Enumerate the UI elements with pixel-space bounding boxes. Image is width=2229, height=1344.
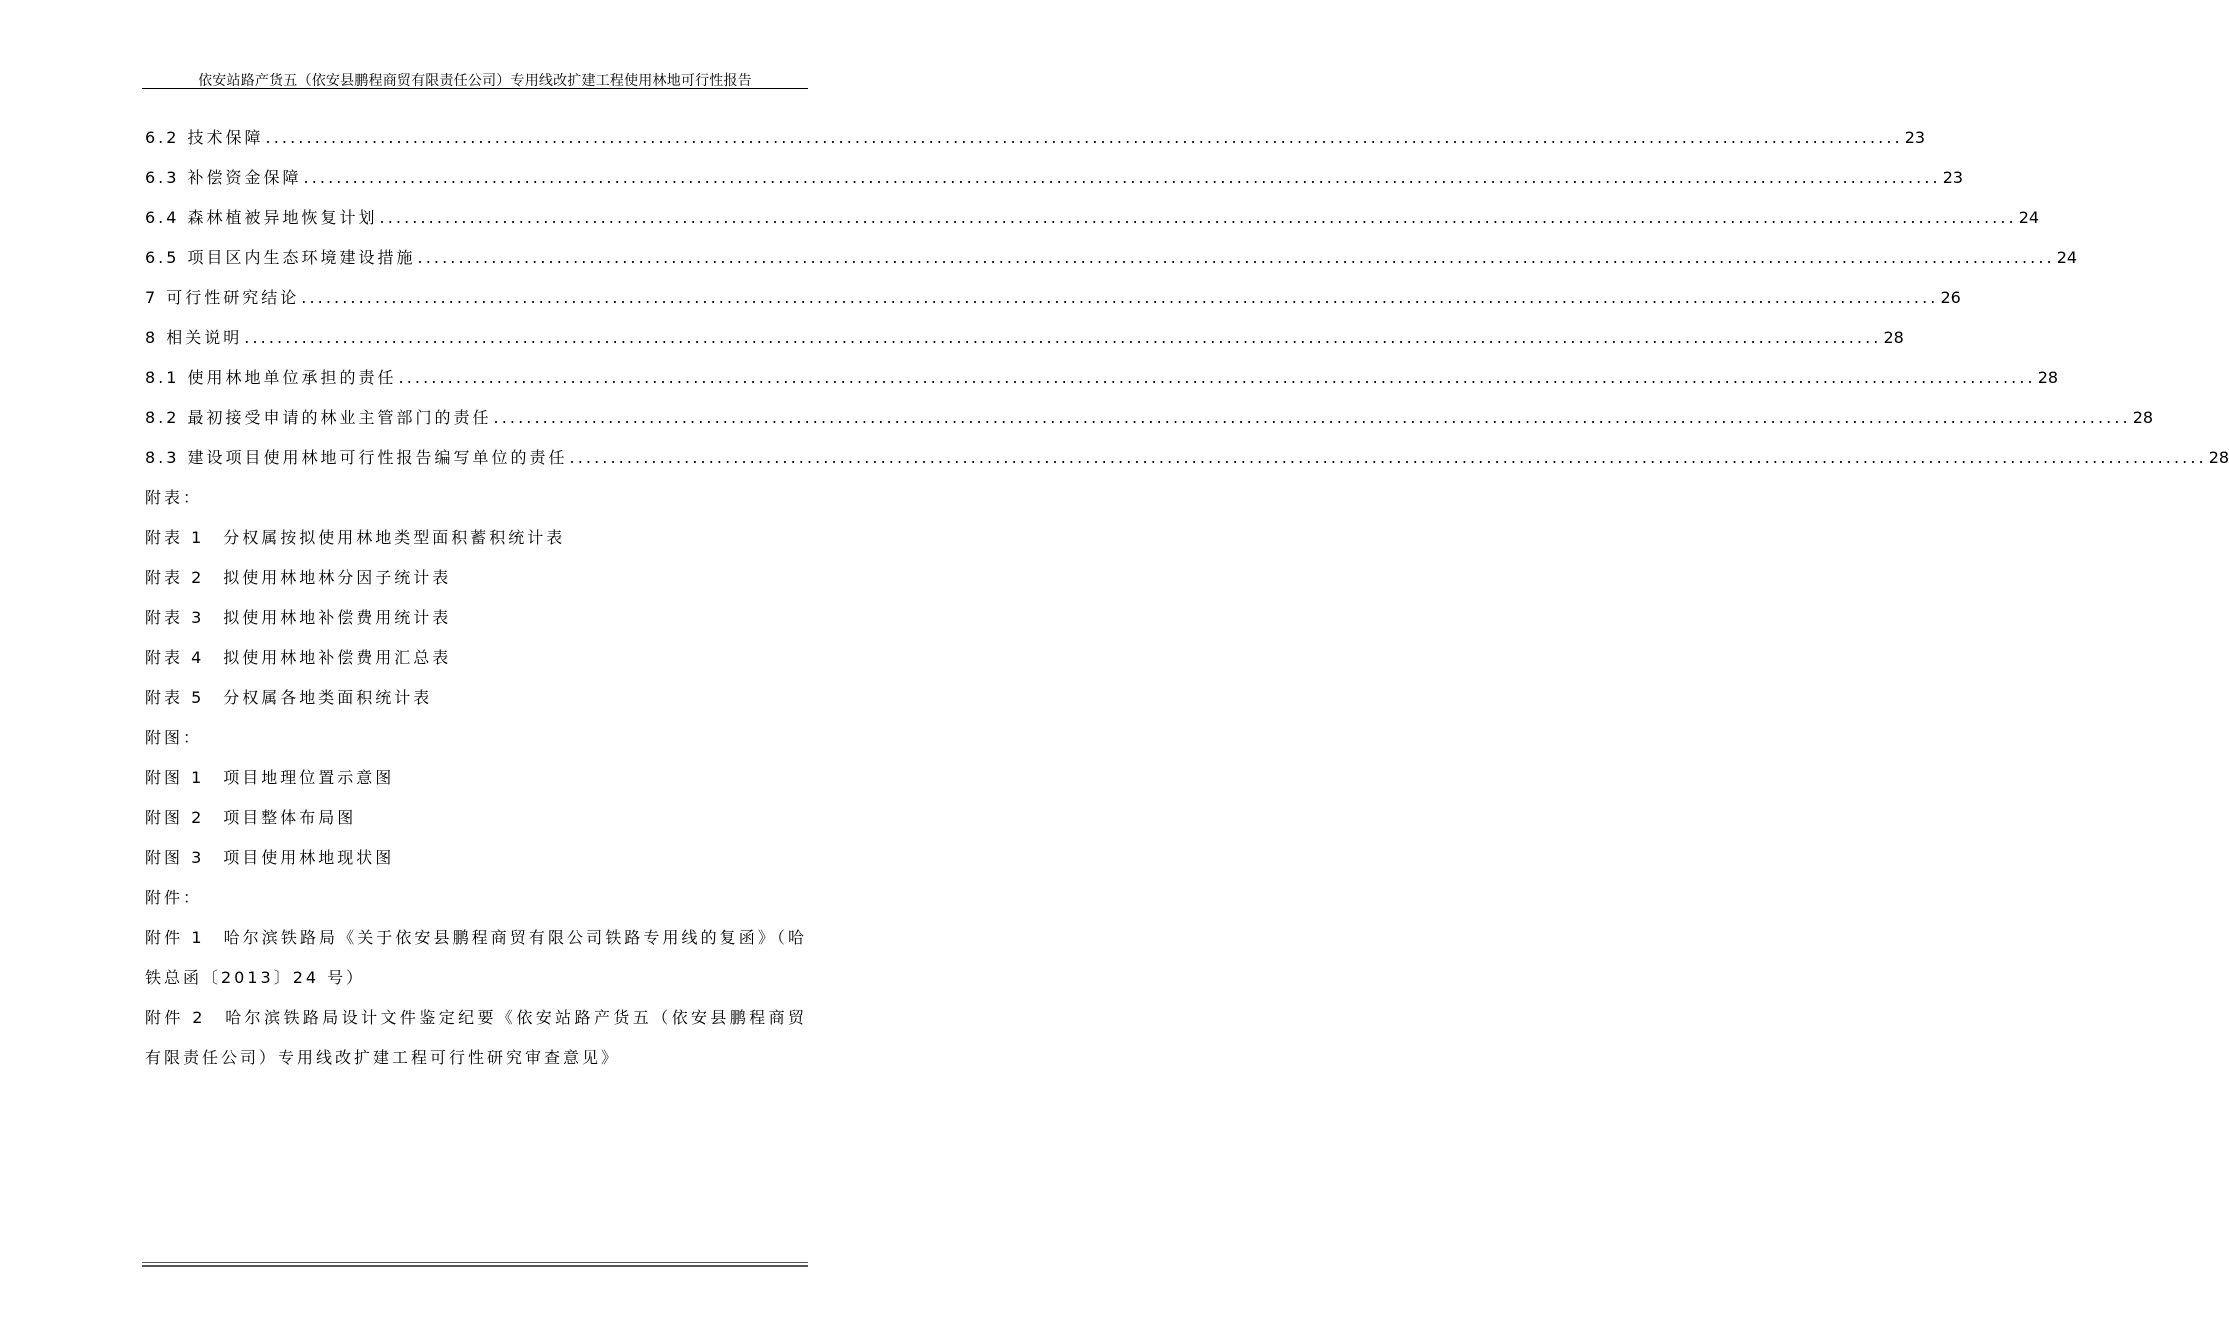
attachment-item: 附件 1 哈尔滨铁路局《关于依安县鹏程商贸有限公司铁路专用线的复函》（哈铁总函〔2013〕24 号） <box>145 928 807 987</box>
header-rule <box>142 88 808 89</box>
toc-entry[interactable] <box>145 438 2229 478</box>
toc-leader-dots: ........................................................................................................................................................................................................ <box>569 448 2207 467</box>
toc-entry-page: 28 <box>2132 408 2154 427</box>
toc-entry-page: 28 <box>2208 448 2229 467</box>
attachments-section <box>145 878 807 1078</box>
toc-entry-title: 6.3 补偿资金保障 <box>145 168 302 187</box>
toc-leader-dots: ........................................................................................................................................................................................................ <box>417 248 2055 267</box>
toc-list <box>145 118 2229 478</box>
appendix-table-item: 附表 1 分权属按拟使用林地类型面积蓄积统计表 <box>145 528 566 547</box>
footer-rule <box>142 1262 808 1263</box>
appendix-figure-item: 附图 3 项目使用林地现状图 <box>145 848 395 867</box>
appendix-table-item: 附表 5 分权属各地类面积统计表 <box>145 688 433 707</box>
toc-leader-dots: ........................................................................................................................................................................................................ <box>301 288 1939 307</box>
attachment-item: 附件 2 哈尔滨铁路局设计文件鉴定纪要《依安站路产货五（依安县鹏程商贸有限责任公司）专用线改扩建工程可行性研究审查意见》 <box>145 1008 807 1067</box>
toc-entry-title: 6.2 技术保障 <box>145 128 264 147</box>
page-header-title: 依安站路产货五（依安县鹏程商贸有限责任公司）专用线改扩建工程使用林地可行性报告 <box>198 73 752 89</box>
appendix-table-item: 附表 2 拟使用林地林分因子统计表 <box>145 568 452 587</box>
page-content <box>145 118 2229 1078</box>
toc-entry-title: 8.3 建设项目使用林地可行性报告编写单位的责任 <box>145 448 568 467</box>
toc-entry[interactable] <box>145 278 1961 318</box>
toc-entry[interactable] <box>145 238 2078 278</box>
toc-leader-dots: ........................................................................................................................................................................................................ <box>265 128 1903 147</box>
toc-entry-title: 8.1 使用林地单位承担的责任 <box>145 368 397 387</box>
footer-rule-thick <box>142 1265 808 1267</box>
toc-entry[interactable] <box>145 118 1926 158</box>
toc-entry-page: 28 <box>2037 368 2059 387</box>
toc-entry-title: 8.2 最初接受申请的林业主管部门的责任 <box>145 408 492 427</box>
attachments-heading: 附件： <box>145 888 203 907</box>
toc-entry[interactable] <box>145 198 2040 238</box>
toc-leader-dots: ........................................................................................................................................................................................................ <box>244 328 1882 347</box>
toc-entry-page: 26 <box>1940 288 1961 307</box>
appendix-tables-section <box>145 478 807 718</box>
toc-entry-page: 23 <box>1904 128 1926 147</box>
toc-entry-page: 23 <box>1942 168 1964 187</box>
appendix-table-item: 附表 4 拟使用林地补偿费用汇总表 <box>145 648 452 667</box>
appendix-table-item: 附表 3 拟使用林地补偿费用统计表 <box>145 608 452 627</box>
toc-entry-page: 24 <box>2056 248 2078 267</box>
toc-entry[interactable] <box>145 318 1904 358</box>
toc-leader-dots: ........................................................................................................................................................................................................ <box>379 208 2017 227</box>
toc-entry-title: 8 相关说明 <box>145 328 243 347</box>
appendix-figures-section <box>145 718 807 878</box>
appendix-figure-item: 附图 2 项目整体布局图 <box>145 808 357 827</box>
toc-entry[interactable] <box>145 358 2059 398</box>
toc-entry-title: 6.4 森林植被异地恢复计划 <box>145 208 378 227</box>
toc-entry-title: 6.5 项目区内生态环境建设措施 <box>145 248 416 267</box>
toc-entry-page: 28 <box>1883 328 1904 347</box>
toc-entry-title: 7 可行性研究结论 <box>145 288 300 307</box>
toc-entry-page: 24 <box>2018 208 2040 227</box>
appendix-tables-heading: 附表： <box>145 488 203 507</box>
toc-leader-dots: ........................................................................................................................................................................................................ <box>493 408 2131 427</box>
appendix-figures-heading: 附图： <box>145 728 203 747</box>
toc-leader-dots: ........................................................................................................................................................................................................ <box>303 168 1941 187</box>
appendix-figure-item: 附图 1 项目地理位置示意图 <box>145 768 395 787</box>
toc-leader-dots: ........................................................................................................................................................................................................ <box>398 368 2036 387</box>
toc-entry[interactable] <box>145 158 1964 198</box>
toc-entry[interactable] <box>145 398 2154 438</box>
